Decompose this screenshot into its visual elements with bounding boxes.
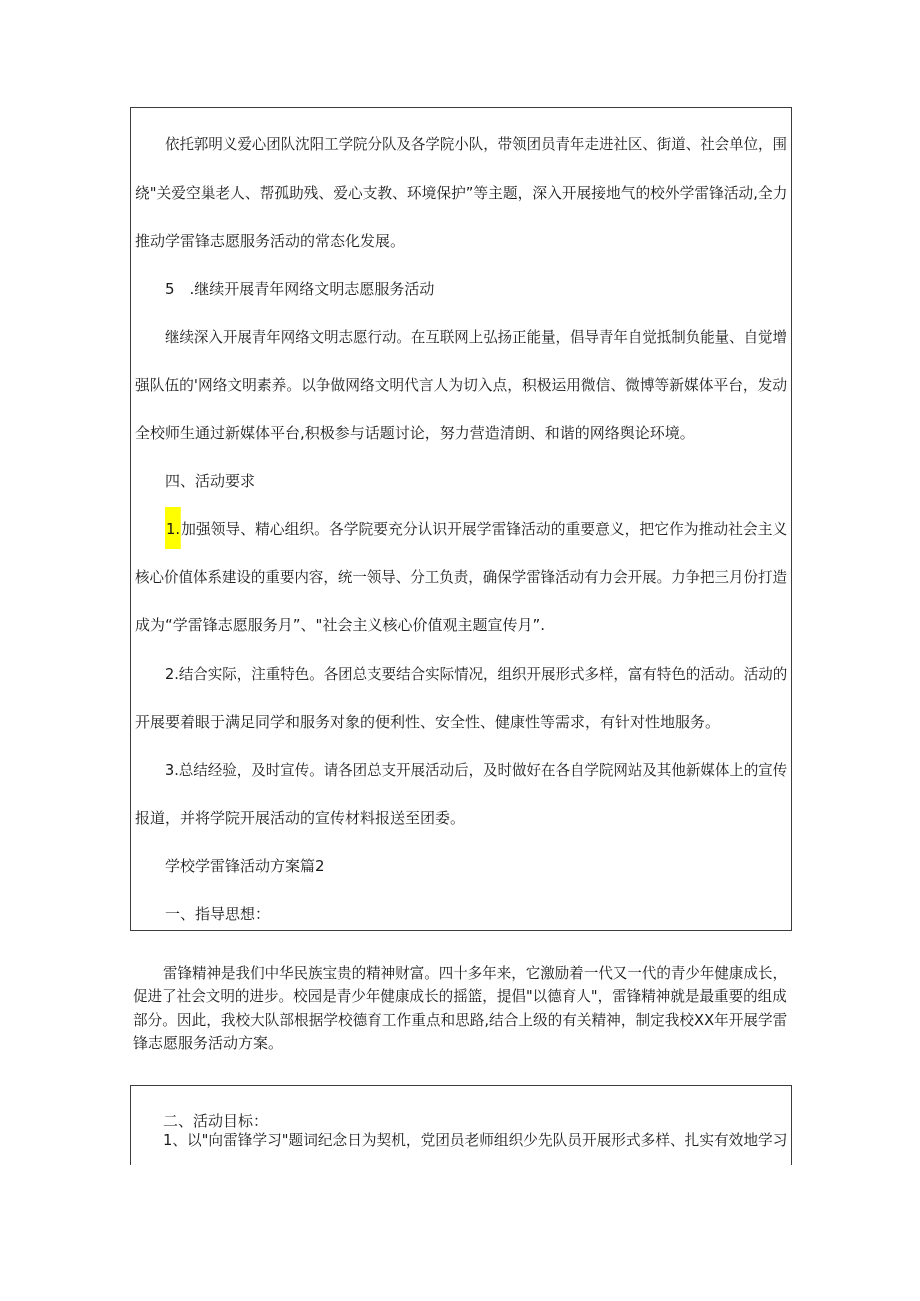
text-line: 推动学雷锋志愿服务活动的常态化发展。	[135, 232, 406, 250]
text-line: 全校师生通过新媒体平台,积极参与话题讨论，努力营造清朗、和谐的网络舆论环境。	[135, 424, 695, 442]
text-line: 成为“学雷锋志愿服务月”、"社会主义核心价值观主题宣传月”.	[135, 616, 545, 634]
heading-requirements: 四、活动要求	[165, 472, 256, 490]
text-line	[165, 519, 787, 539]
heading-goals: 二、活动目标：	[163, 1112, 269, 1130]
text-line: 部分。因此，我校大队部根据学校德育工作重点和思路,结合上级的有关精神，制定我校XX年开展学雷	[133, 1011, 788, 1029]
text-line: 2.结合实际，注重特色。各团总支要结合实际情况，组织开展形式多样，富有特色的活动。活动的	[165, 665, 788, 683]
section-title: 学校学雷锋活动方案篇2	[165, 857, 325, 875]
heading-guiding-ideology: 一、指导思想：	[165, 905, 271, 923]
text-line: 核心价值体系建设的重要内容，统一领导、分工负责，确保学雷锋活动有力会开展。力争把三月份打造	[135, 568, 787, 586]
text-line: 继续深入开展青年网络文明志愿行动。在互联网上弘扬正能量，倡导青年自觉抵制负能量、自觉增	[165, 328, 787, 346]
text-line: 依托郭明义爱心团队沈阳工学院分队及各学院小队，带领团员青年走进社区、街道、社会单位，围	[165, 135, 787, 153]
text-line: 促进了社会文明的进步。校园是青少年健康成长的摇篮，提倡"以德育人"，雷锋精神就是最重要的组成	[133, 987, 787, 1005]
text-line: 绕"关爱空巢老人、帮孤助残、爱心支教、环境保护”等主题，深入开展接地气的校外学雷锋活动,全力	[135, 184, 788, 202]
text-line: 雷锋精神是我们中华民族宝贵的精神财富。四十多年来，它激励着一代又一代的青少年健康成长，	[163, 964, 787, 982]
text-line: 3.总结经验，及时宣传。请各团总支开展活动后，及时做好在各自学院网站及其他新媒体上的宣传	[165, 761, 788, 779]
text-line: 报道，并将学院开展活动的宣传材料报送至团委。	[135, 809, 466, 827]
subheading-5: 5 .继续开展青年网络文明志愿服务活动	[165, 280, 435, 298]
text-line: 开展要着眼于满足同学和服务对象的便利性、安全性、健康性等需求，有针对性地服务。	[135, 713, 721, 731]
text-line: 强队伍的'网络文明素养。以争做网络文明代言人为切入点，积极运用微信、微博等新媒体平台，发动	[135, 376, 788, 394]
text-line: 锋志愿服务活动方案。	[133, 1034, 284, 1052]
highlight-mark: 1.	[165, 507, 181, 549]
text-line: 1、以"向雷锋学习"题词纪念日为契机，党团员老师组织少先队员开展形式多样、扎实有效地学习	[163, 1131, 788, 1149]
text-span: 加强领导、精心组织。各学院要充分认识开展学雷锋活动的重要意义，把它作为推动社会主义	[181, 520, 788, 538]
